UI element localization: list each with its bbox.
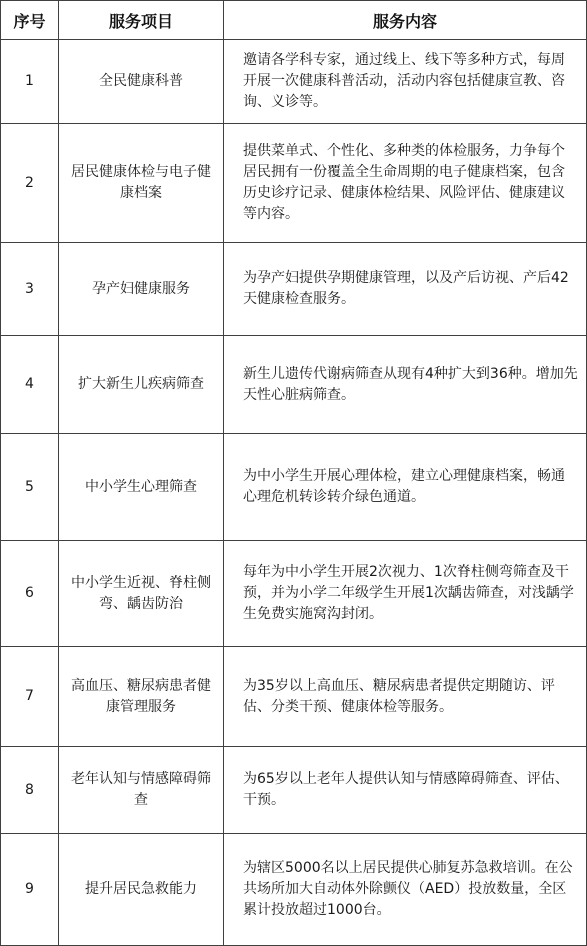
row-service-content: 提供菜单式、个性化、多种类的体检服务，力争每个居民拥有一份覆盖全生命周期的电子健康档案，包含历史诊疗记录、健康体检结果、风险评估、健康建议等内容。	[224, 124, 587, 243]
row-service-item: 中小学生心理筛查	[59, 434, 224, 541]
row-number: 3	[1, 243, 59, 336]
row-number: 9	[1, 834, 59, 946]
row-service-item: 中小学生近视、脊柱侧弯、龋齿防治	[59, 541, 224, 647]
row-service-content: 为中小学生开展心理体检，建立心理健康档案，畅通心理危机转诊转介绿色通道。	[224, 434, 587, 541]
header-service-content: 服务内容	[224, 1, 587, 40]
row-service-content: 为孕产妇提供孕期健康管理，以及产后访视、产后42天健康检查服务。	[224, 243, 587, 336]
row-number: 5	[1, 434, 59, 541]
table-row	[1, 40, 587, 124]
table-header-row	[1, 1, 587, 40]
row-service-item: 居民健康体检与电子健康档案	[59, 124, 224, 243]
table-row	[1, 834, 587, 946]
row-number: 2	[1, 124, 59, 243]
header-service-item: 服务项目	[59, 1, 224, 40]
table-row	[1, 243, 587, 336]
table-row	[1, 336, 587, 434]
row-service-content: 邀请各学科专家，通过线上、线下等多种方式，每周开展一次健康科普活动，活动内容包括健康宣教、咨询、义诊等。	[224, 40, 587, 124]
row-service-item: 提升居民急救能力	[59, 834, 224, 946]
row-service-item: 全民健康科普	[59, 40, 224, 124]
row-number: 8	[1, 747, 59, 834]
row-service-item: 孕产妇健康服务	[59, 243, 224, 336]
table-row	[1, 541, 587, 647]
row-service-item: 高血压、糖尿病患者健康管理服务	[59, 647, 224, 747]
row-number: 7	[1, 647, 59, 747]
table-row	[1, 647, 587, 747]
row-service-item: 老年认知与情感障碍筛查	[59, 747, 224, 834]
table-row	[1, 747, 587, 834]
row-service-content: 为65岁以上老年人提供认知与情感障碍筛查、评估、干预。	[224, 747, 587, 834]
table-row	[1, 434, 587, 541]
table-row	[1, 124, 587, 243]
row-service-content: 为辖区5000名以上居民提供心肺复苏急救培训。在公共场所加大自动体外除颤仪（AED）投放数量，全区累计投放超过1000台。	[224, 834, 587, 946]
row-number: 4	[1, 336, 59, 434]
row-number: 6	[1, 541, 59, 647]
row-service-content: 新生儿遗传代谢病筛查从现有4种扩大到36种。增加先天性心脏病筛查。	[224, 336, 587, 434]
header-number: 序号	[1, 1, 59, 40]
row-service-content: 为35岁以上高血压、糖尿病患者提供定期随访、评估、分类干预、健康体检等服务。	[224, 647, 587, 747]
row-number: 1	[1, 40, 59, 124]
row-service-content: 每年为中小学生开展2次视力、1次脊柱侧弯筛查及干预，并为小学二年级学生开展1次龋齿筛查，对浅龋学生免费实施窝沟封闭。	[224, 541, 587, 647]
row-service-item: 扩大新生儿疾病筛查	[59, 336, 224, 434]
